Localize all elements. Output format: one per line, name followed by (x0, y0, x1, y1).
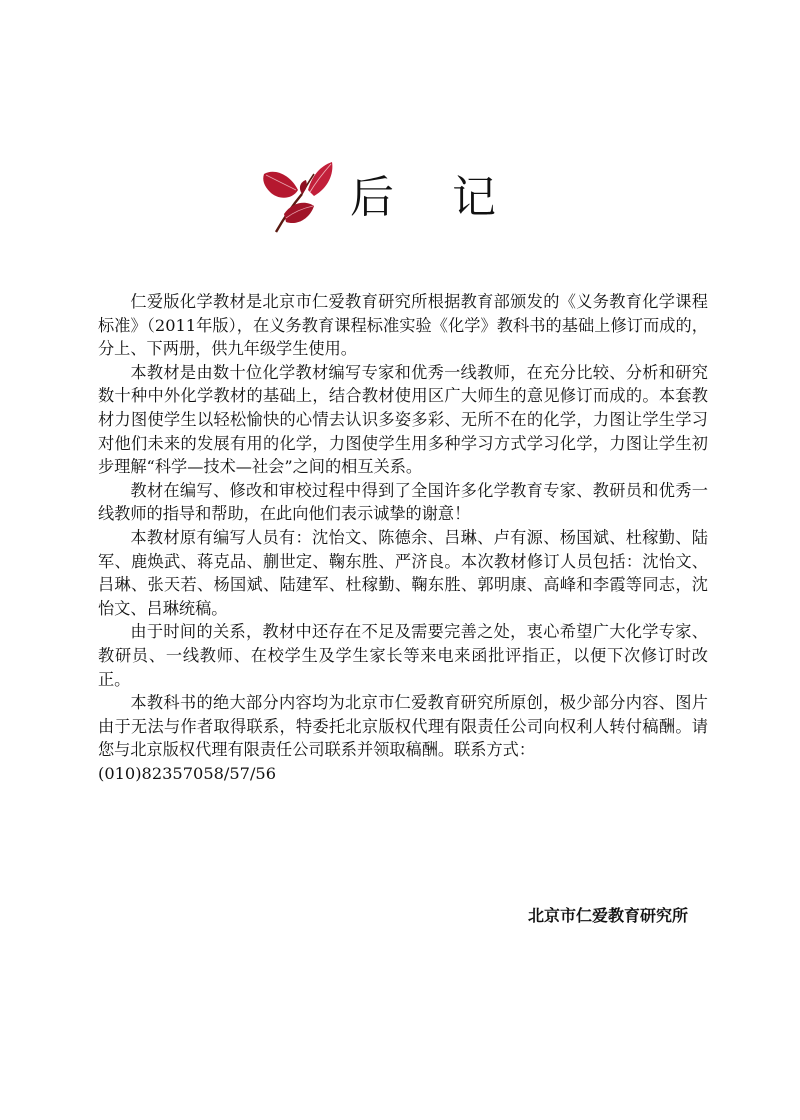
paragraph-5: 由于时间的关系，教材中还存在不足及需要完善之处，衷心希望广大化学专家、教研员、一线教师、在校学生及学生家长等来电来函批评指正，以便下次修订时改正。 (98, 622, 708, 689)
afterword-header (258, 160, 558, 240)
paragraph-6: 本教科书的绝大部分内容均为北京市仁爱教育研究所原创，极少部分内容、图片由于无法与作者取得联系，特委托北京版权代理有限责任公司向权利人转付稿酬。请您与北京版权代理有限责任公司联系并领取稿酬。联系方式： (98, 693, 708, 760)
paragraph-3: 教材在编写、修改和审校过程中得到了全国许多化学教育专家、教研员和优秀一线教师的指导和帮助，在此向他们表示诚挚的谢意！ (98, 480, 708, 524)
contact-phone: (010)82357058/57/56 (98, 763, 277, 783)
paragraph-1: 仁爱版化学教材是北京市仁爱教育研究所根据教育部颁发的《义务教育化学课程标准》（2011年版），在义务教育课程标准实验《化学》教科书的基础上修订而成的，分上、下两册，供九年级学生使用。 (98, 292, 708, 359)
afterword-body (98, 290, 708, 785)
signature: 北京市仁爱教育研究所 (527, 906, 688, 925)
paragraph-2: 本教材是由数十位化学教材编写专家和优秀一线教师，在充分比较、分析和研究数十种中外化学教材的基础上，结合教材使用区广大师生的意见修订而成的。本套教材力图使学生以轻松愉快的心情去认识多姿多彩、无所不在的化学，力图让学生学习对他们未来的发展有用的化学，力图使学生用多种学习方式学习化学，力图让学生初步理解“科学—技术—社会”之间的相互关系。 (98, 362, 708, 477)
red-leaf-icon (258, 160, 336, 240)
page-title: 后 记 (350, 172, 518, 223)
paragraph-4: 本教材原有编写人员有：沈怡文、陈德余、吕琳、卢有源、杨国斌、杜稼勤、陆军、鹿焕武、蒋克品、蒯世定、鞠东胜、严济良。本次教材修订人员包括：沈怡文、吕琳、张天若、杨国斌、陆建军、杜稼勤、鞠东胜、郭明康、高峰和李霞等同志，沈怡文、吕琳统稿。 (98, 527, 708, 618)
